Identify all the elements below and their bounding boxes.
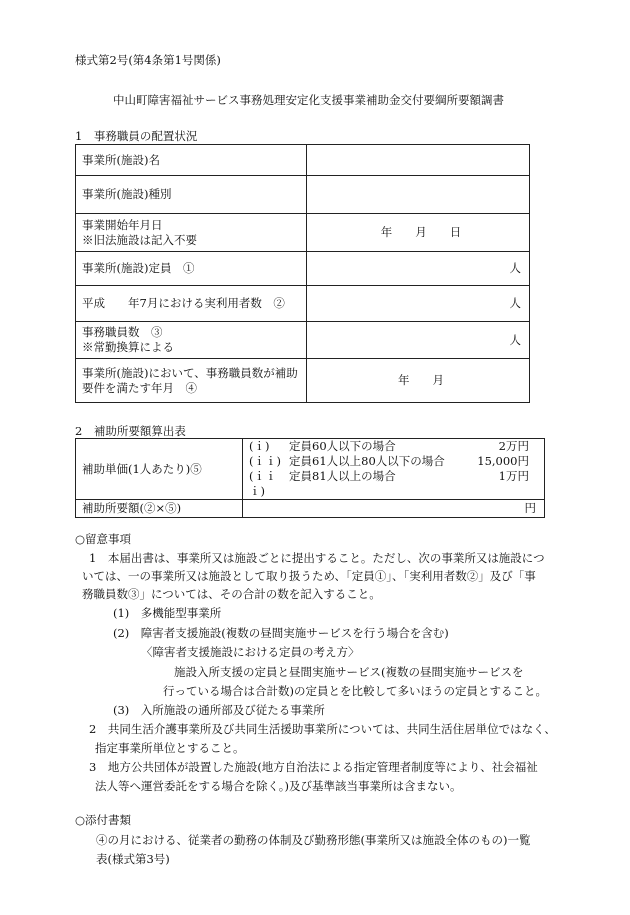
rate-row: (ｉｉ) 定員61人以上80人以下の場合 15,000円 — [249, 454, 529, 468]
table-row — [76, 322, 530, 359]
total-label: 補助所要額(②×⑤) — [76, 500, 243, 518]
rate-row: (ｉ) 定員60人以下の場合 2万円 — [249, 439, 529, 453]
form-number: 様式第2号(第4条第1号関係) — [75, 53, 221, 67]
row-label: 事業所(施設)定員 ① — [76, 252, 307, 286]
note-2-cont: 指定事業所単位とすること。 — [95, 741, 245, 755]
note-1-item-2-sub: 〈障害者支援施設における定員の考え方〉 — [141, 645, 360, 659]
rate-row: (ｉｉｉ) 定員81人以上の場合 1万円 — [249, 469, 529, 498]
facility-type-field[interactable] — [307, 176, 530, 214]
attachments-heading: ○添付書類 — [75, 813, 132, 827]
table-row — [76, 439, 545, 500]
rate-list — [243, 439, 545, 500]
note-1: 1 本届出書は、事業所又は施設ごとに提出すること。ただし、次の事業所又は施設につ — [89, 551, 545, 565]
row-label: 事務職員数 ③ ※常勤換算による — [76, 322, 307, 359]
note-1-item-2-text: 行っている場合は合計数)の定員とを比較して多いほうの定員とすること。 — [163, 684, 547, 698]
table-row — [76, 286, 530, 322]
row-label: 事業所(施設)名 — [76, 145, 307, 176]
staff-table — [75, 144, 530, 403]
table-row — [76, 214, 530, 252]
note-3: 3 地方公共団体が設置した施設(地方自治法による指定管理者制度等により、社会福祉 — [89, 760, 538, 774]
table-row — [76, 145, 530, 176]
note-1-item-2: (2) 障害者支援施設(複数の昼間実施サービスを行う場合を含む) — [113, 626, 449, 640]
section1-heading: 1 事務職員の配置状況 — [75, 129, 198, 143]
staff-count-field[interactable]: 人 — [307, 322, 530, 359]
note-2: 2 共同生活介護事業所及び共同生活援助事業所については、共同生活住居単位ではなく、 — [89, 722, 556, 736]
row-label: 事業開始年月日 ※旧法施設は記入不要 — [76, 214, 307, 252]
facility-name-field[interactable] — [307, 145, 530, 176]
section2-heading: 2 補助所要額算出表 — [75, 424, 186, 438]
table-row — [76, 176, 530, 214]
unit-price-label: 補助単価(1人あたり)⑤ — [76, 439, 243, 500]
row-label: 事業所(施設)において、事務職員数が補助 要件を満たす年月 ④ — [76, 359, 307, 403]
table-row — [76, 252, 530, 286]
note-1-item-3: (3) 入所施設の通所部及び従たる事業所 — [113, 703, 325, 717]
attachment-text: ④の月における、従業者の勤務の体制及び勤務形態(事業所又は施設全体のもの)一覧 — [96, 833, 531, 847]
note-1-cont: 務職員数③」については、その合計の数を記入すること。 — [82, 587, 381, 601]
note-1-cont: いては、一の事業所又は施設として取り扱うため、「定員①」、「実利用者数②」及び「事 — [82, 569, 536, 583]
actual-users-field[interactable]: 人 — [307, 286, 530, 322]
subsidy-table — [75, 438, 545, 518]
table-row — [76, 359, 530, 403]
notes-heading: ○留意事項 — [75, 532, 132, 546]
capacity-field[interactable]: 人 — [307, 252, 530, 286]
note-1-item-1: (1) 多機能型事業所 — [113, 606, 222, 620]
total-amount-field[interactable]: 円 — [243, 500, 545, 518]
attachment-text: 表(様式第3号) — [96, 852, 170, 866]
note-1-item-2-text: 施設入所支援の定員と昼間実施サービス(複数の昼間実施サービスを — [174, 665, 524, 679]
month-field[interactable]: 年 月 — [307, 359, 530, 403]
row-label: 事業所(施設)種別 — [76, 176, 307, 214]
table-row — [76, 500, 545, 518]
page-title: 中山町障害福祉サービス事務処理安定化支援事業補助金交付要綱所要額調書 — [113, 93, 504, 107]
note-3-cont: 法人等へ運営委託をする場合を除く。)及び基準該当事業所は含まない。 — [95, 779, 462, 793]
row-label: 平成 年7月における実利用者数 ② — [76, 286, 307, 322]
start-date-field[interactable]: 年 月 日 — [307, 214, 530, 252]
